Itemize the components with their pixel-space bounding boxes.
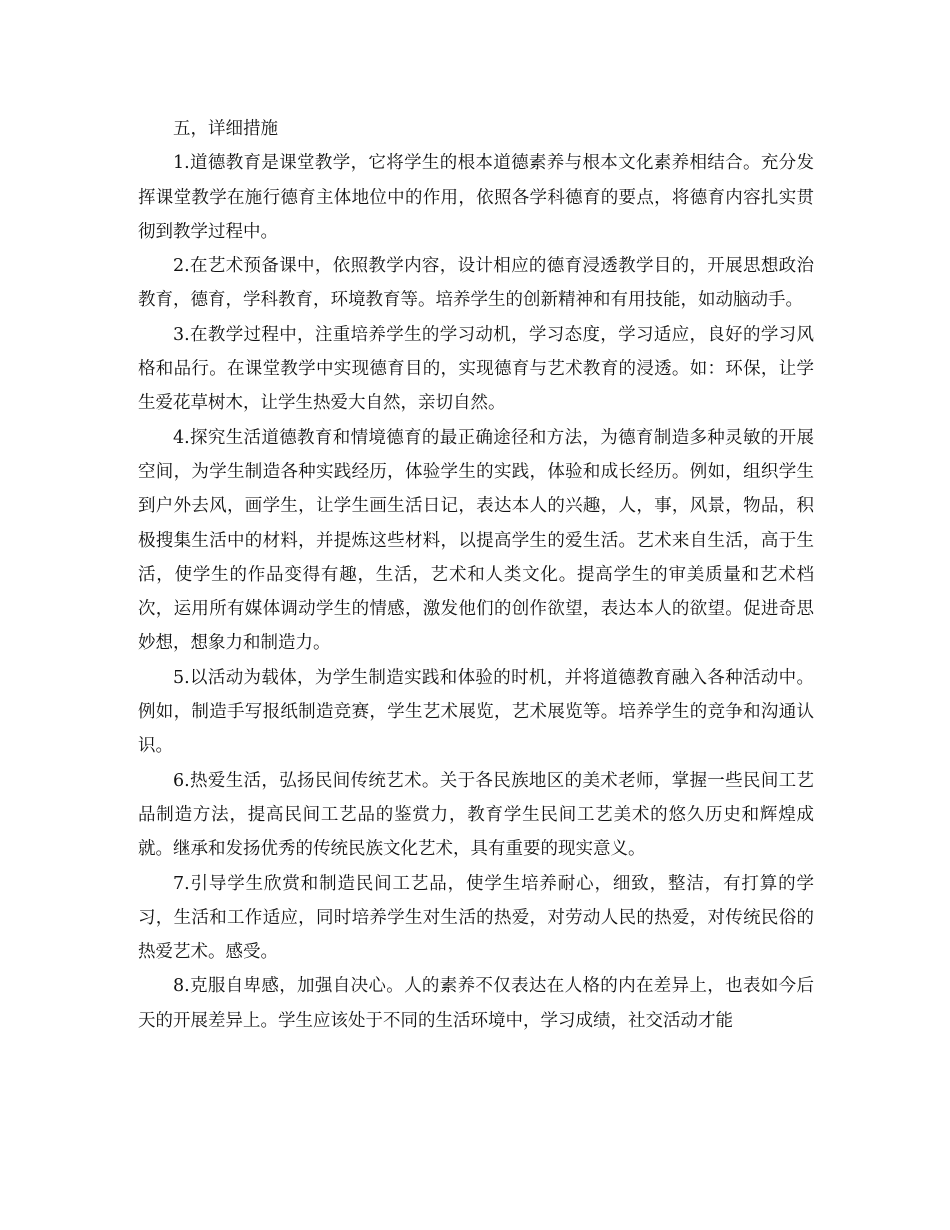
paragraph-8: 8.克服自卑感，加强自决心。人的素养不仅表达在人格的内在差异上，也表如今后天的开展差异上。学生应该处于不同的生活环境中，学习成绩，社交活动才能 [138,976,814,1031]
paragraph-7: 7.引导学生欣赏和制造民间工艺品，使学生培养耐心，细致，整洁，有打算的学习，生活和工作适应，同时培养学生对生活的热爱，对劳动人民的热爱，对传统民俗的热爱艺术。感受。 [138,873,814,963]
paragraph-1: 1.道德教育是课堂教学，它将学生的根本道德素养与根本文化素养相结合。充分发挥课堂教学在施行德育主体地位中的作用，依照各学科德育的要点，将德育内容扎实贯彻到教学过程中。 [138,153,814,242]
section-heading: 五，详细措施 [173,119,278,139]
paragraph-5: 5.以活动为载体，为学生制造实践和体验的时机，并将道德教育融入各种活动中。例如，制造手写报纸制造竞赛，学生艺术展览，艺术展览等。培养学生的竞争和沟通认识。 [138,667,814,757]
paragraph-6: 6.热爱生活，弘扬民间传统艺术。关于各民族地区的美术老师，掌握一些民间工艺品制造方法，提高民间工艺品的鉴赏力，教育学生民间工艺美术的悠久历史和辉煌成就。继承和发扬优秀的传统民族文化艺术，具有重要的现实意义。 [138,770,814,860]
document-body [138,112,814,1038]
paragraph-4: 4.探究生活道德教育和情境德育的最正确途径和方法，为德育制造多种灵敏的开展空间，为学生制造各种实践经历，体验学生的实践，体验和成长经历。例如，组织学生到户外去风，画学生，让学生画生活日记，表达本人的兴趣，人，事，风景，物品，积极搜集生活中的材料，并提炼这些材料，以提高学生的爱生活。艺术来自生活，高于生活，使学生的作品变得有趣，生活，艺术和人类文化。提高学生的审美质量和艺术档次，运用所有媒体调动学生的情感，激发他们的创作欲望，表达本人的欲望。促进奇思妙想，想象力和制造力。 [138,427,814,654]
paragraph-3: 3.在教学过程中，注重培养学生的学习动机，学习态度，学习适应，良好的学习风格和品行。在课堂教学中实现德育目的，实现德育与艺术教育的浸透。如：环保，让学生爱花草树木，让学生热爱大自然，亲切自然。 [138,324,814,414]
paragraph-2: 2.在艺术预备课中，依照教学内容，设计相应的德育浸透教学目的，开展思想政治教育，德育，学科教育，环境教育等。培养学生的创新精神和有用技能，如动脑动手。 [138,256,814,311]
